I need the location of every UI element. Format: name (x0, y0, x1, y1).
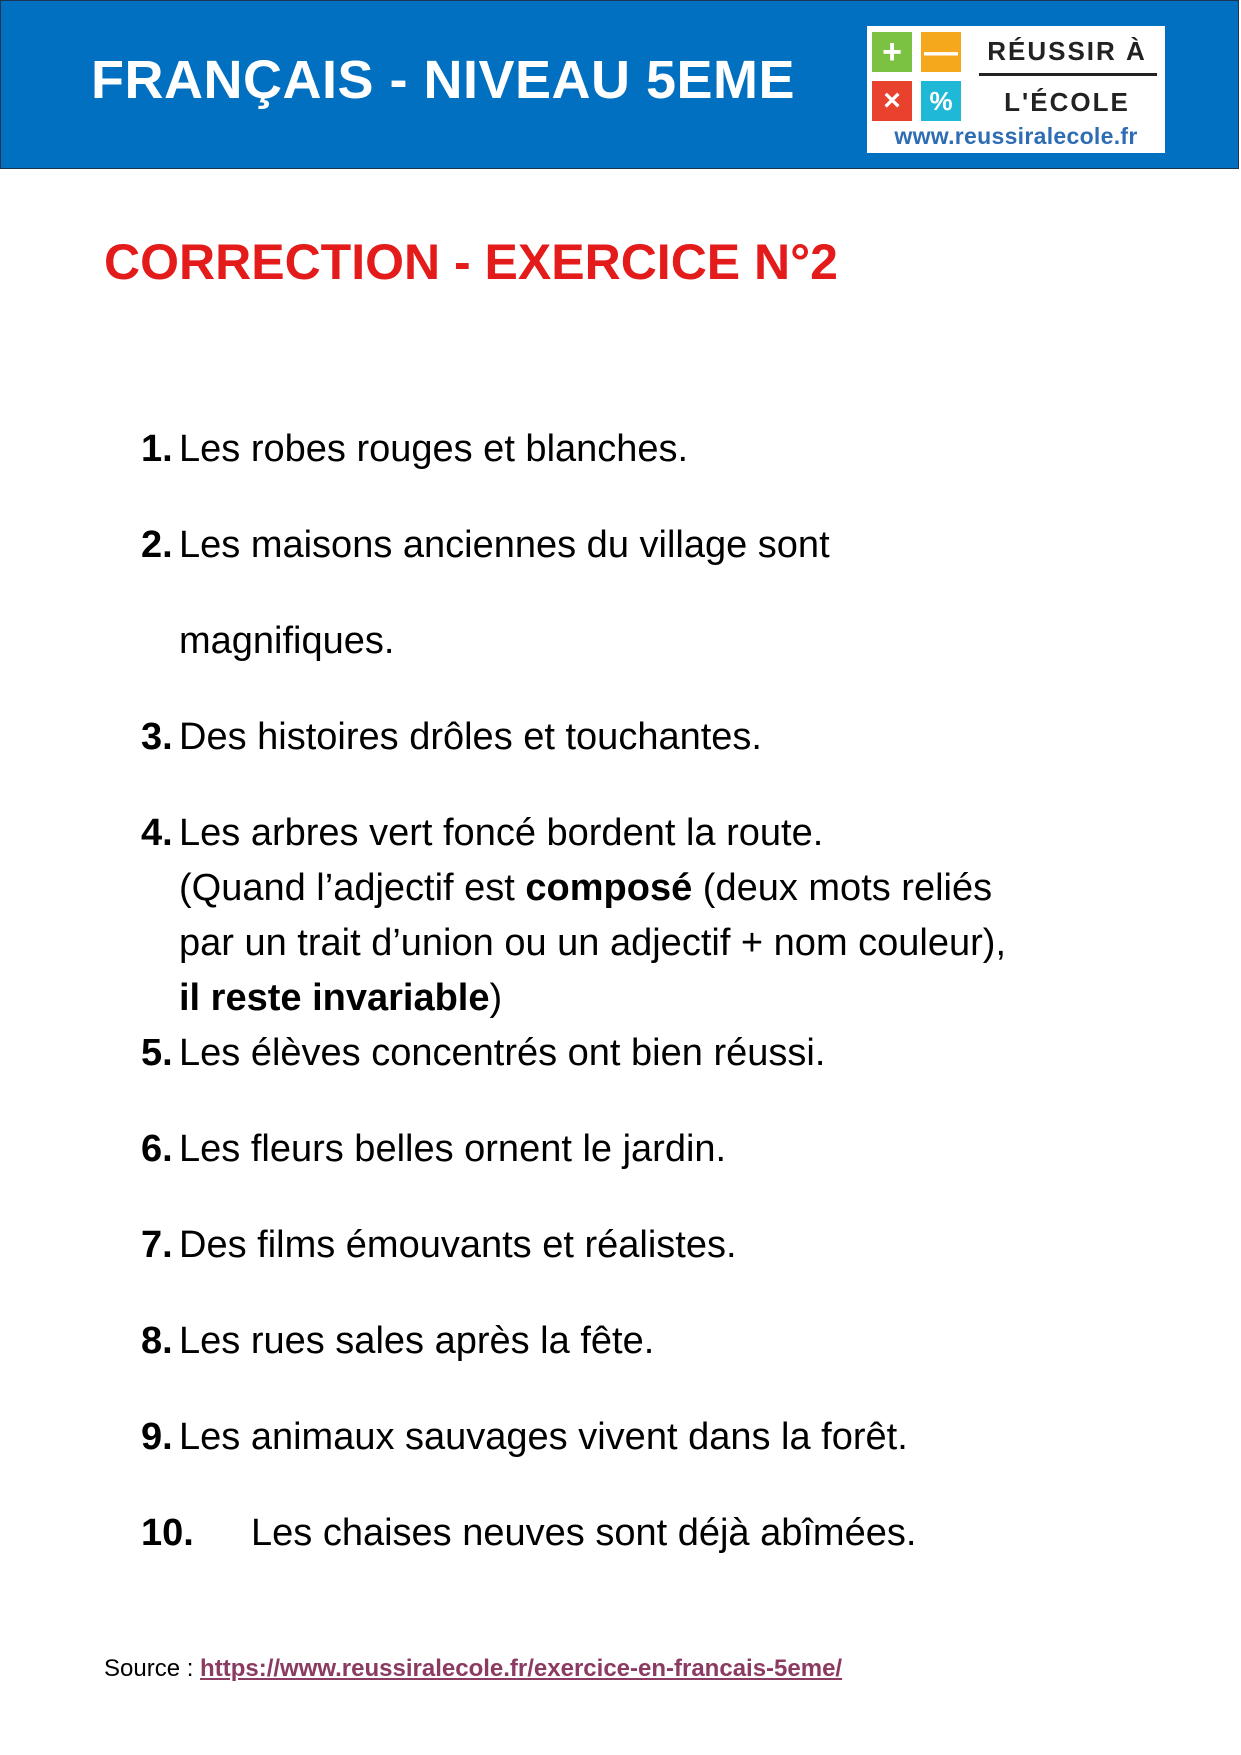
item-number: 10. (141, 1512, 194, 1554)
item-number: 1. (141, 428, 173, 470)
logo-line2: L'ÉCOLE (1004, 87, 1130, 117)
percent-icon: % (921, 81, 961, 121)
item-text: Les animaux sauvages vivent dans la forêt. (179, 1416, 908, 1458)
item-text: Les robes rouges et blanches. (179, 428, 689, 470)
item-number: 9. (141, 1416, 173, 1458)
item-number: 3. (141, 716, 173, 758)
item-number: 6. (141, 1128, 173, 1170)
item-number: 5. (141, 1032, 173, 1074)
note-emphasis: composé (525, 867, 693, 909)
note-text: (Quand l’adjectif est (179, 867, 526, 909)
header-title: FRANÇAIS - NIVEAU 5EME (91, 50, 796, 110)
item-text: Les chaises neuves sont déjà abîmées. (251, 1512, 917, 1554)
minus-icon: — (921, 32, 961, 72)
logo-divider (979, 73, 1157, 76)
item-number: 4. (141, 812, 173, 854)
item-number: 8. (141, 1320, 173, 1362)
item-text: Des histoires drôles et touchantes. (179, 716, 762, 758)
item-text: magnifiques. (179, 620, 395, 662)
item-text: Les maisons anciennes du village sont (179, 524, 830, 566)
item-text: Les rues sales après la fête. (179, 1320, 655, 1362)
page-header (0, 0, 1239, 169)
item-text: Les fleurs belles ornent le jardin. (179, 1128, 727, 1170)
logo-line1: RÉUSSIR À (987, 36, 1147, 66)
plus-icon: + (872, 32, 912, 72)
item-text: Les arbres vert foncé bordent la route. (179, 812, 824, 854)
note-emphasis: il reste invariable (179, 977, 490, 1019)
site-logo[interactable] (867, 26, 1165, 153)
multiply-icon: × (872, 81, 912, 121)
item-text: Les élèves concentrés ont bien réussi. (179, 1032, 826, 1074)
item-number: 7. (141, 1224, 173, 1266)
note-text: par un trait d’union ou un adjectif + nom couleur), (179, 922, 1007, 964)
source-link[interactable]: https://www.reussiralecole.fr/exercice-en-francais-5eme/ (200, 1655, 843, 1682)
note-text: ) (489, 977, 503, 1019)
logo-url: www.reussiralecole.fr (894, 123, 1138, 149)
source-citation (104, 1655, 842, 1683)
item-number: 2. (141, 524, 173, 566)
document-title: CORRECTION - EXERCICE N°2 (104, 234, 838, 290)
item-text: Des films émouvants et réalistes. (179, 1224, 737, 1266)
source-label: Source : (104, 1655, 201, 1682)
note-text: (deux mots reliés (692, 867, 993, 909)
